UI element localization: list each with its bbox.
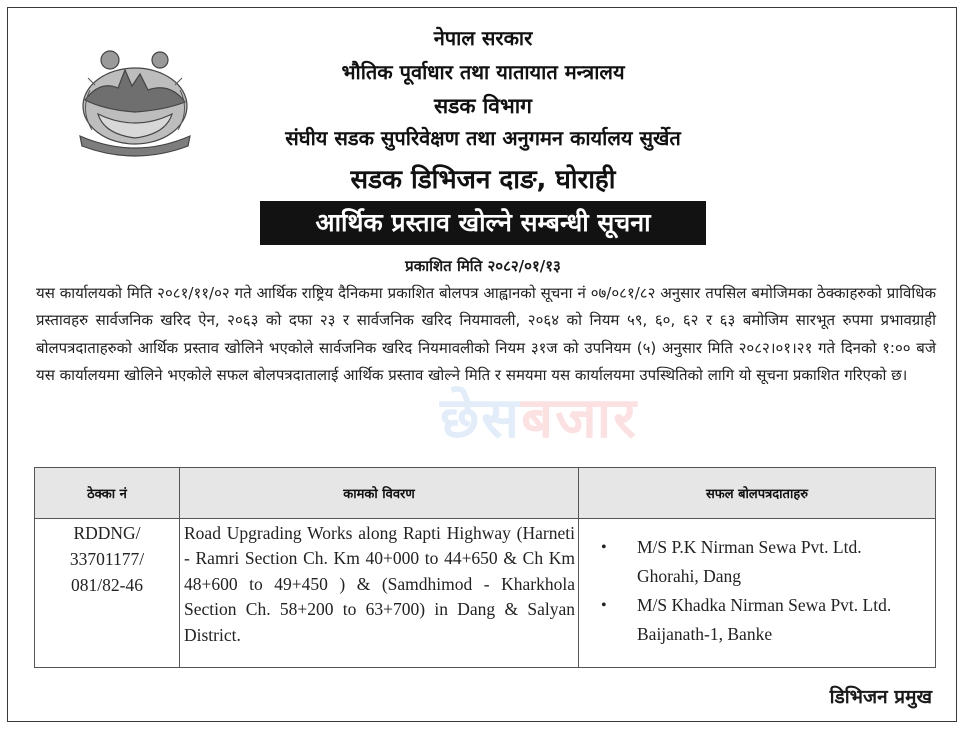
ministry-name: भौतिक पूर्वाधार तथा यातायात मन्त्रालय xyxy=(341,60,625,84)
bidders-cell xyxy=(579,519,936,668)
watermark xyxy=(440,378,638,454)
contract-no-line: 081/82-46 xyxy=(71,575,143,595)
watermark-part-1: छेस xyxy=(440,386,522,451)
header-contract-no: ठेक्का नं xyxy=(35,468,180,519)
list-item xyxy=(589,591,925,649)
header-successful-bidders: सफल बोलपत्रदाताहरु xyxy=(579,468,936,519)
signature-division-chief: डिभिजन प्रमुख xyxy=(829,686,932,708)
work-description-cell: Road Upgrading Works along Rapti Highway (Harneti - Ramri Section Ch. Km 40+000 to 44+650 & Ch Km 48+600 to 49+450 ) & (Samdhimod - Kharkhola Section Ch. 58+200 to 63+700) in Dang & Salyan District. xyxy=(180,519,579,668)
notice-title-banner: आर्थिक प्रस्ताव खोल्ने सम्बन्धी सूचना xyxy=(260,201,706,245)
contract-no-line: RDDNG/ xyxy=(73,523,141,543)
table-header-row xyxy=(35,468,936,519)
notice-body: यस कार्यालयको मिति २०८१/११/०२ गते आर्थिक राष्ट्रिय दैनिकमा प्रकाशित बोलपत्र आह्वानको सूचना नं ०७/०८१/८२ अनुसार तपसिल बमोजिमका ठेक्काहरुको प्राविधिक प्रस्तावहरु सार्वजनिक खरिद ऐन, २०६३ को दफा २३ र सार्वजनिक खरिद नियमावली, २०६४ को नियम ५९, ६०, ६२ र ६३ बमोजिम सारभूत रुपमा प्रभावग्राही बोलपत्रदाताहरुको आर्थिक प्रस्ताव खोलिने भएकोले सार्वजनिक खरिद नियमावलीको नियम ३१ज को उपनियम (५) अनुसार मिति २०८२।०१।२१ गते दिनको १:०० बजे यस कार्यालयमा खोलिने भएकोले सफल बोलपत्रदातालाई आर्थिक प्रस्ताव खोल्ने मिति र समयमा यस कार्यालयमा उपस्थितिको लागि यो सूचना प्रकाशित गरिएको छ। xyxy=(36,284,936,385)
header-work-description: कामको विवरण xyxy=(180,468,579,519)
department-name: सडक विभाग xyxy=(433,94,532,118)
bidder-name: M/S Khadka Nirman Sewa Pvt. Ltd. Baijanath-1, Banke xyxy=(637,595,892,644)
division-name: सडक डिभिजन दाङ, घोराही xyxy=(350,165,616,195)
contract-table xyxy=(34,467,936,668)
bidder-name: M/S P.K Nirman Sewa Pvt. Ltd. Ghorahi, Dang xyxy=(637,537,862,586)
bullet-icon: • xyxy=(601,597,607,614)
watermark-part-2: बजार xyxy=(521,386,639,451)
table-row xyxy=(35,519,936,668)
published-date: प्रकाशित मिति २०८२/०१/१३ xyxy=(405,257,561,275)
list-item xyxy=(589,533,925,591)
contract-no-cell xyxy=(35,519,180,668)
government-name: नेपाल सरकार xyxy=(433,26,533,50)
contract-no-line: 33701177/ xyxy=(69,549,145,569)
bidder-list xyxy=(589,533,925,649)
office-name: संघीय सडक सुपरिवेक्षण तथा अनुगमन कार्यालय सुर्खेत xyxy=(285,126,681,150)
bullet-icon: • xyxy=(601,539,607,556)
